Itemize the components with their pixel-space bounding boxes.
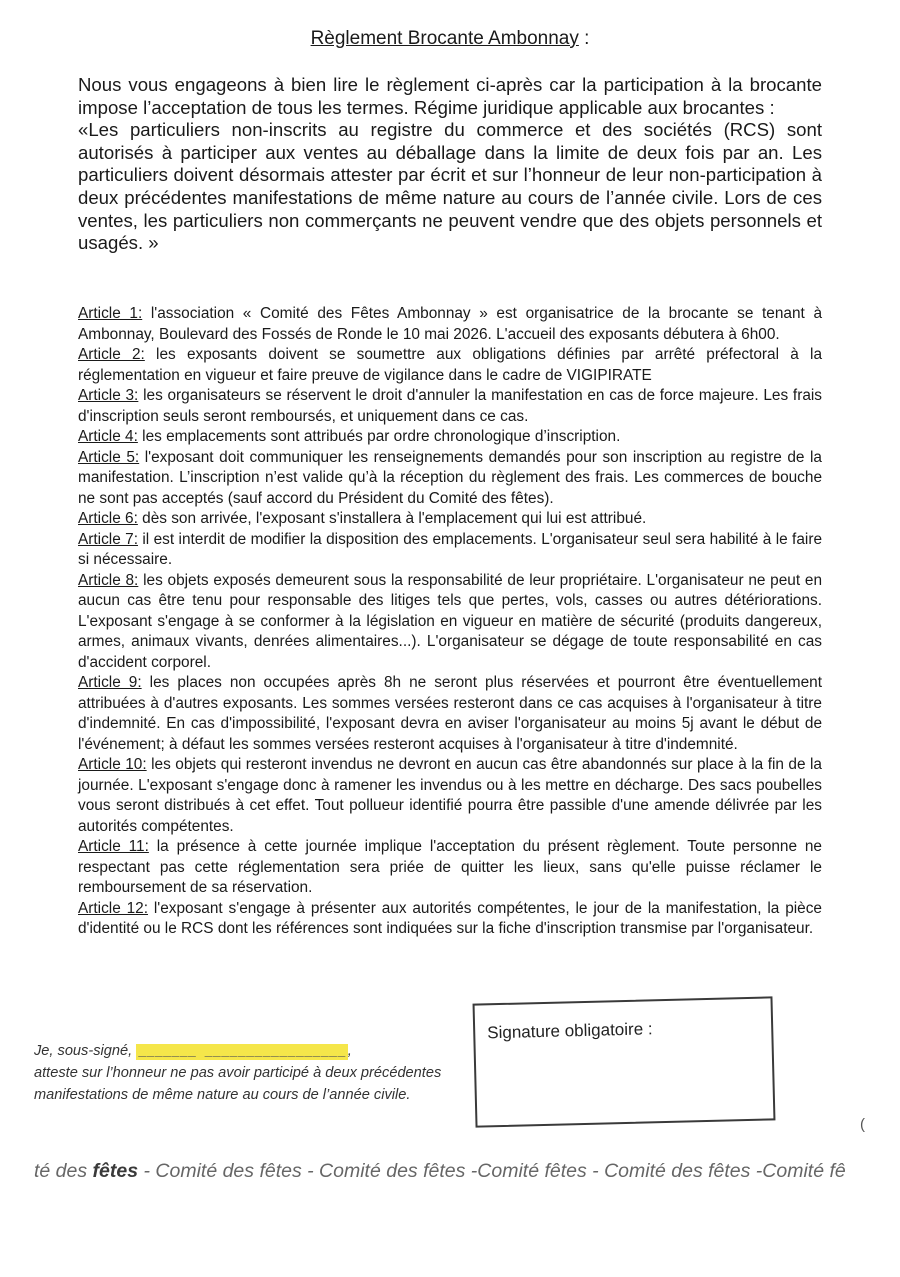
intro-section	[78, 74, 822, 255]
margin-mark: (	[860, 1116, 865, 1133]
article-3	[78, 386, 822, 427]
page-title	[0, 28, 900, 50]
article-label: Article 11:	[78, 838, 149, 855]
title-suffix: :	[578, 28, 590, 49]
attestation-block	[34, 1040, 464, 1106]
article-text: les organisateurs se réservent le droit d'annuler la manifestation en cas de force majeure. Les frais d'inscription seuls seront remboursés, et uniquement dans ce cas.	[78, 387, 822, 425]
article-text: l'association « Comité des Fêtes Ambonnay » est organisatrice de la brocante se tenant à Ambonnay, Boulevard des Fossés de Ronde le 10 mai 2026. L'accueil des exposants débutera à 6h00.	[78, 305, 823, 343]
footer-rest: - Comité des fêtes - Comité des fêtes -Comité fêtes - Comité des fêtes -Comité fê	[138, 1160, 846, 1182]
article-label: Article 4:	[78, 428, 138, 445]
name-fill-field[interactable]: _______ _________________	[138, 1044, 346, 1059]
article-label: Article 12:	[78, 899, 149, 917]
article-4	[78, 427, 822, 448]
article-text: dès son arrivée, l'exposant s'installera à l'emplacement qui lui est attribué.	[137, 510, 647, 527]
article-label: Article 10:	[78, 756, 147, 773]
article-text: les objets exposés demeurent sous la responsabilité de leur propriétaire. L'organisateur ne peut en aucun cas être tenu pour responsable des litiges tels que pertes, vols, casses ou autres détériorations. L'exposant s'engage à se conformer à la législation en vigueur en matière de sécurité (produits dangereux, armes, animaux vivants, denrées alimentaires...). L'organisateur se dégage de toute responsabilité en cas d'accident corporel.	[78, 571, 822, 671]
article-9	[78, 673, 822, 755]
article-label: Article 1:	[78, 305, 143, 322]
article-text: il est interdit de modifier la disposition des emplacements. L'organisateur seul sera habilité à le faire si nécessaire.	[78, 530, 823, 568]
article-label: Article 6:	[78, 510, 138, 527]
article-text: la présence à cette journée implique l'acceptation du présent règlement. Toute personne ne respectant pas cette réglementation sera priée de quitter les lieux, sans qu'elle puisse réclamer le remboursement de sa réservation.	[78, 838, 822, 896]
article-7	[78, 530, 822, 571]
article-2	[78, 345, 822, 386]
title-text: Règlement Brocante Ambonnay	[310, 28, 579, 49]
article-1	[78, 304, 822, 345]
intro-paragraph: Nous vous engageons à bien lire le règlement ci-après car la participation à la brocante impose l’acceptation de tous les termes. Régime juridique applicable aux brocantes :	[78, 74, 822, 118]
article-label: Article 7:	[78, 530, 138, 548]
signature-label: Signature obligatoire :	[487, 1019, 653, 1043]
attestation-prefix: Je, sous-signé,	[34, 1043, 137, 1059]
legal-quote: «Les particuliers non-inscrits au registre du commerce et des sociétés (RCS) sont autorisés à participer aux ventes au déballage dans la limite de deux fois par an. Les particuliers doivent désormais attester par écrit et sur l’honneur de leur non-participation à deux précédentes manifestations de même nature au cours de l’année civile. Lors de ces ventes, les particuliers non commerçants ne peuvent vendre que des objets personnels et usagés. »	[78, 119, 822, 254]
article-11	[78, 837, 822, 899]
article-text: les places non occupées après 8h ne seront plus réservées et pourront être éventuellement attribuées à d'autres exposants. Les sommes versées resteront dans ce cas acquises à l'organisateur à titre d'indemnité. En cas d'impossibilité, l'exposant devra en aviser l'organisateur au moins 5j avant le début de l'événement; à défaut les sommes versées resteront acquises à l'organisateur à titre d'indemnité.	[78, 674, 822, 753]
article-12	[78, 899, 822, 940]
article-6	[78, 509, 822, 530]
article-text: l'exposant s'engage à présenter aux autorités compétentes, le jour de la manifestation, la pièce d'identité ou le RCS dont les références sont indiquées sur la fiche d'inscription transmise par l'organisateur.	[78, 899, 822, 937]
article-label: Article 2:	[78, 346, 145, 363]
article-10	[78, 755, 822, 837]
article-label: Article 3:	[78, 387, 139, 404]
article-text: les exposants doivent se soumettre aux obligations définies par arrêté préfectoral à la réglementation en vigueur et faire preuve de vigilance dans le cadre de VIGIPIRATE	[78, 346, 823, 384]
article-5	[78, 448, 822, 510]
attestation-comma: ,	[347, 1043, 352, 1059]
article-text: l'exposant doit communiquer les renseignements demandés pour son inscription au registre de la manifestation. L’inscription n’est valide qu’à la réception du règlement des frais. Les commerces de bouche ne sont pas acceptés (sauf accord du Président du Comité des fêtes).	[78, 448, 822, 507]
attestation-text: atteste sur l’honneur ne pas avoir participé à deux précédentes manifestations de même nature au cours de l’année civile.	[34, 1065, 442, 1103]
article-text: les objets qui resteront invendus ne devront en aucun cas être abandonnés sur place à la fin de la journée. L'exposant s'engage donc à ramener les invendus ou à les mettre en décharge. Des sacs poubelles vous seront distribués à cet effet. Tout pollueur identifié pourra être passible d'une amende délivrée par les autorités compétentes.	[78, 756, 822, 835]
article-text: les emplacements sont attribués par ordre chronologique d’inscription.	[137, 428, 621, 445]
signature-box[interactable]	[473, 996, 776, 1127]
footer-banner	[34, 1160, 870, 1183]
article-8	[78, 571, 822, 674]
article-label: Article 9:	[78, 674, 142, 691]
article-label: Article 5:	[78, 448, 140, 466]
footer-bold: fêtes	[92, 1160, 139, 1182]
footer-start: té des	[34, 1160, 93, 1182]
articles-list	[78, 304, 822, 940]
article-label: Article 8:	[78, 571, 139, 589]
